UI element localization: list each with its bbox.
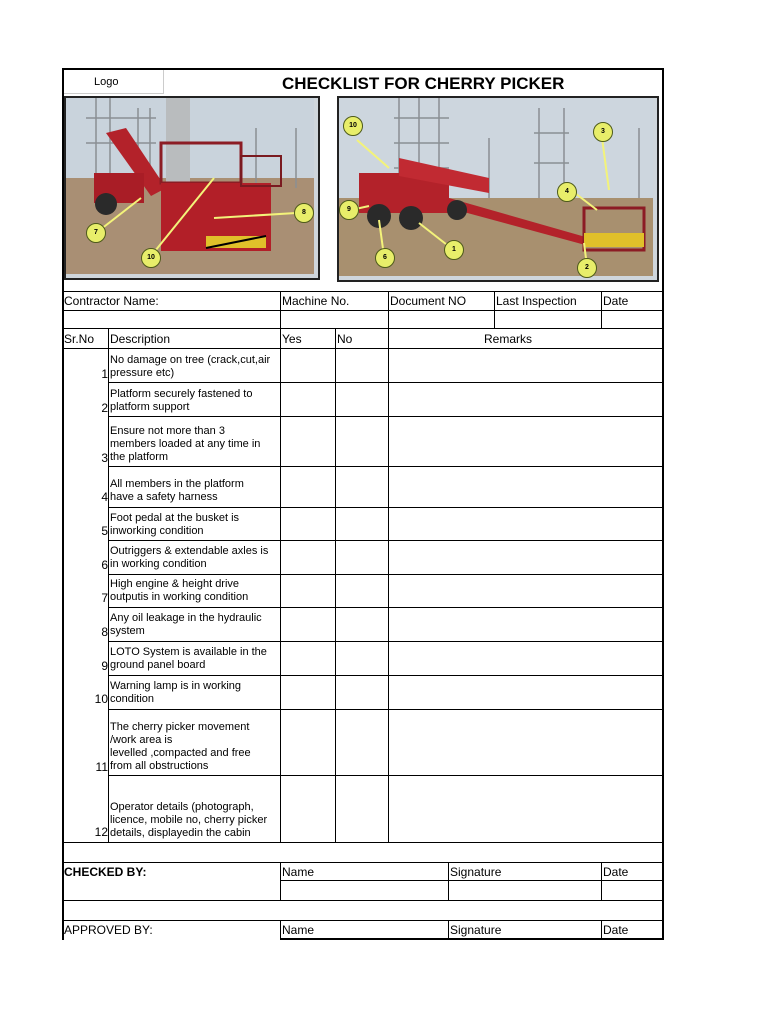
item-description: The cherry picker movement /work area is levelled ,compacted and free from all obstructions (110, 721, 251, 772)
item-description: High engine & height drive outputis in working condition (110, 578, 249, 603)
approved-signature-label: Signature (450, 923, 502, 937)
remarks-cell[interactable] (389, 383, 662, 416)
page-title: CHECKLIST FOR CHERRY PICKER (282, 74, 565, 93)
item-number: 5 (101, 524, 108, 538)
item-number: 11 (95, 760, 108, 774)
approved-by-label: APPROVED BY: (64, 923, 153, 937)
row-divider (64, 842, 662, 843)
item-number: 9 (101, 659, 108, 673)
row-divider (108, 641, 662, 642)
item-description: Outriggers & extendable axles is in working condition (110, 545, 269, 570)
contractor-name-field[interactable] (64, 311, 280, 328)
no-cell[interactable] (336, 417, 388, 466)
machine-no-label: Machine No. (282, 294, 350, 308)
col-divider (448, 920, 449, 940)
approved-date-label: Date (603, 923, 629, 937)
item-number: 6 (101, 558, 108, 572)
remarks-cell[interactable] (389, 417, 662, 466)
item-description: Platform securely fastened to platform support (110, 388, 253, 413)
callout-marker: 8 (294, 203, 314, 223)
row-divider (108, 540, 662, 541)
checked-name-field[interactable] (281, 881, 448, 900)
col-header-remarks: Remarks (484, 332, 533, 346)
item-description: Operator details (photograph, licence, mobile no, cherry picker details, displayedin the cabin (110, 801, 268, 839)
col-header-description: Description (110, 332, 171, 346)
cherry-picker-illustration-left (66, 98, 314, 274)
checked-signature-field[interactable] (449, 881, 601, 900)
no-cell[interactable] (336, 349, 388, 382)
yes-cell[interactable] (281, 417, 335, 466)
item-number: 3 (101, 451, 108, 465)
checked-name-label: Name (282, 865, 315, 879)
item-number: 10 (94, 692, 108, 706)
remarks-cell[interactable] (389, 349, 662, 382)
item-number: 4 (101, 490, 108, 504)
no-cell[interactable] (336, 383, 388, 416)
callout-marker: 1 (444, 240, 464, 260)
approved-name-label: Name (282, 923, 315, 937)
callout-marker: 6 (375, 248, 395, 268)
yes-cell[interactable] (281, 349, 335, 382)
checked-date-label: Date (603, 865, 629, 879)
row-divider (64, 328, 662, 329)
row-divider (108, 574, 662, 575)
last-inspection-label: Last Inspection (496, 294, 577, 308)
item-number: 2 (101, 401, 108, 415)
item-description: Any oil leakage in the hydraulic system (110, 612, 262, 637)
callout-marker: 2 (577, 258, 597, 278)
item-description: Warning lamp is in working condition (110, 680, 242, 705)
row-divider (280, 938, 664, 940)
row-divider (64, 920, 662, 921)
col-header-no: No (337, 332, 353, 346)
callout-marker: 7 (86, 223, 106, 243)
document-no-label: Document NO (390, 294, 467, 308)
callout-marker: 4 (557, 182, 577, 202)
cherry-picker-photo-right (337, 96, 659, 282)
row-divider (108, 607, 662, 608)
row-divider (108, 507, 662, 508)
item-description: Foot pedal at the busket is inworking condition (110, 512, 240, 537)
item-number: 8 (101, 625, 108, 639)
col-divider (280, 920, 281, 940)
row-divider (108, 466, 662, 467)
cherry-picker-photo-left (64, 96, 320, 280)
checked-by-label: CHECKED BY: (64, 865, 147, 879)
row-divider (64, 291, 662, 292)
last-inspection-field[interactable] (495, 311, 601, 328)
machine-no-field[interactable] (281, 311, 388, 328)
contractor-name-label: Contractor Name: (64, 294, 159, 308)
row-divider (108, 675, 662, 676)
col-header-yes: Yes (282, 332, 302, 346)
col-divider (601, 920, 602, 940)
callout-marker: 10 (141, 248, 161, 268)
document-no-field[interactable] (389, 311, 494, 328)
checked-signature-label: Signature (450, 865, 502, 879)
item-description: All members in the platform have a safety harness (110, 478, 244, 503)
logo-box (64, 70, 164, 94)
yes-cell[interactable] (281, 383, 335, 416)
item-number: 7 (101, 591, 108, 605)
callout-marker: 3 (593, 122, 613, 142)
logo-label: Logo (94, 76, 119, 88)
col-header-srno: Sr.No (64, 332, 95, 346)
callout-marker: 10 (343, 116, 363, 136)
item-number: 12 (94, 825, 108, 839)
row-divider (64, 862, 662, 863)
callout-marker: 9 (339, 200, 359, 220)
checked-date-field[interactable] (602, 881, 662, 900)
item-description: Ensure not more than 3 members loaded at any time in the platform (110, 425, 261, 463)
item-description: No damage on tree (crack,cut,air pressure etc) (110, 354, 271, 379)
row-divider (108, 775, 662, 776)
col-divider (108, 328, 109, 842)
form-frame-right (662, 68, 664, 940)
date-label: Date (603, 294, 629, 308)
item-description: LOTO System is available in the ground panel board (110, 646, 267, 671)
date-field[interactable] (602, 311, 662, 328)
row-divider (64, 900, 662, 901)
item-number: 1 (101, 367, 108, 381)
row-divider (108, 709, 662, 710)
